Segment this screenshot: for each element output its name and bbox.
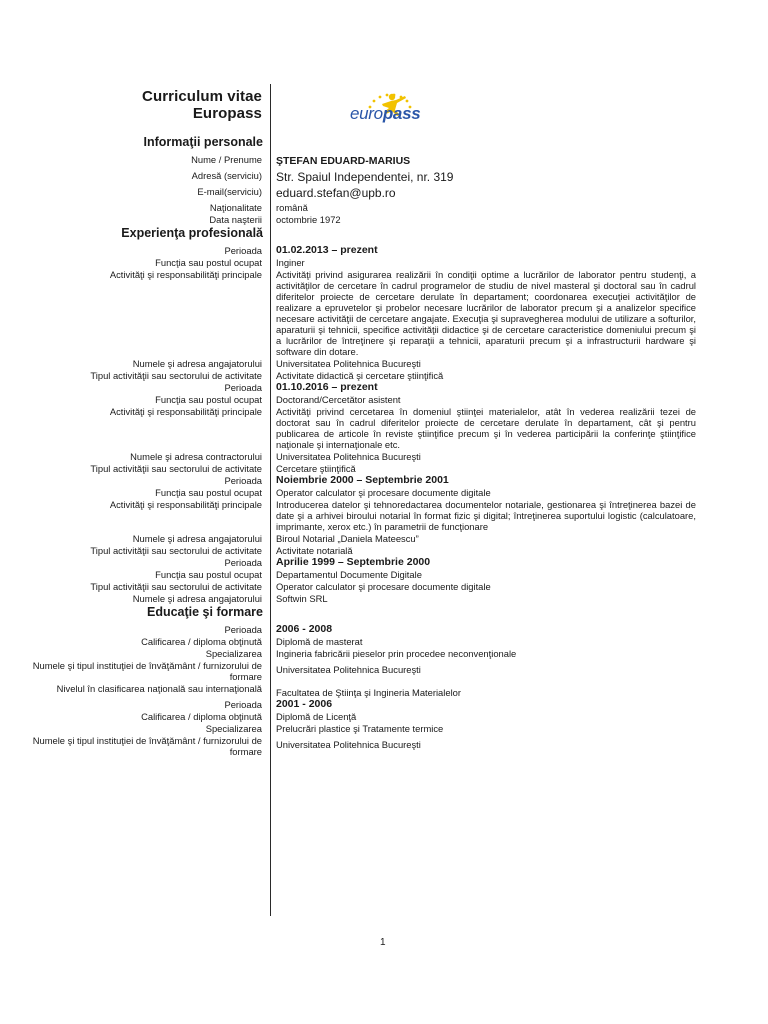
- page-number: 1: [380, 937, 386, 948]
- row-label: Tipul activităţii sau sectorului de activitate: [90, 370, 262, 381]
- cv-row: [0, 185, 768, 201]
- row-value: Departamentul Documente Digitale: [276, 569, 422, 580]
- row-value: Activitate didactică şi cercetare ştiinţifică: [276, 370, 444, 381]
- row-label: Nivelul în clasificarea naţională sau internaţională: [56, 683, 262, 694]
- row-value: Aprilie 1999 – Septembrie 2000: [276, 556, 431, 568]
- cv-row: [0, 623, 768, 635]
- row-value: Universitatea Politehnica Bucureşti: [276, 358, 421, 369]
- cv-title-line2: Europass: [192, 105, 262, 122]
- row-value: Ingineria fabricării pieselor prin procedee neconvenţionale: [276, 648, 517, 659]
- logo-prefix: euro: [350, 104, 383, 123]
- row-label: Numele şi adresa angajatorului: [132, 358, 262, 369]
- row-label: Funcţia sau postul ocupat: [155, 257, 262, 268]
- cv-row: [0, 568, 768, 580]
- section-title: Informaţii personale: [143, 135, 263, 149]
- cv-row: [0, 256, 768, 268]
- cv-row: [0, 659, 768, 682]
- cv-row: [0, 462, 768, 474]
- row-value: Activitate notarială: [276, 545, 353, 556]
- cv-row: [0, 393, 768, 405]
- row-label: Naţionalitate: [209, 202, 262, 213]
- row-value: Operator calculator şi procesare documente digitale: [276, 581, 491, 592]
- row-value: română: [276, 202, 308, 213]
- row-label: Perioada: [224, 557, 262, 568]
- row-label: Tipul activităţii sau sectorului de activitate: [90, 581, 262, 592]
- row-value: Diplomă de Licenţă: [276, 711, 357, 722]
- row-value: eduard.stefan@upb.ro: [276, 186, 396, 200]
- row-value: Noiembrie 2000 – Septembrie 2001: [276, 474, 449, 486]
- row-value: 01.02.2013 – prezent: [276, 244, 378, 256]
- row-label: E-mail(serviciu): [197, 186, 262, 197]
- row-label: Numele şi tipul instituţiei de învăţământ / furnizorului de formare: [32, 735, 262, 757]
- row-value: 01.10.2016 – prezent: [276, 381, 378, 393]
- row-label: Tipul activităţii sau sectorului de activitate: [90, 545, 262, 556]
- cv-row: [0, 213, 768, 225]
- row-value: Biroul Notarial „Daniela Mateescu”: [276, 533, 419, 544]
- cv-row: [0, 381, 768, 393]
- cv-row: [0, 450, 768, 462]
- row-label: Funcţia sau postul ocupat: [155, 394, 262, 405]
- cv-row: [0, 474, 768, 486]
- cv-row: [0, 682, 768, 698]
- row-value: Universitatea Politehnica Bucureşti: [276, 451, 421, 462]
- row-value: 2006 - 2008: [276, 623, 333, 635]
- row-value: Diplomă de masterat: [276, 636, 363, 647]
- cv-title: [100, 88, 262, 122]
- row-label: Numele şi adresa angajatorului: [132, 533, 262, 544]
- cv-row: [0, 153, 768, 169]
- cv-row: [0, 369, 768, 381]
- row-value: ŞTEFAN EDUARD-MARIUS: [276, 155, 411, 167]
- row-label: Perioada: [224, 699, 262, 710]
- row-label: Perioada: [224, 245, 262, 256]
- cv-row: [0, 498, 768, 532]
- row-label: Specializarea: [205, 723, 262, 734]
- europass-logo: [350, 88, 460, 132]
- row-label: Perioada: [224, 382, 262, 393]
- section-heading: [0, 604, 768, 623]
- row-label: Tipul activităţii sau sectorului de activitate: [90, 463, 262, 474]
- row-value: Str. Spaiul Independentei, nr. 319: [276, 170, 454, 184]
- row-label: Numele şi adresa contractorului: [130, 451, 262, 462]
- row-value: octombrie 1972: [276, 214, 341, 225]
- cv-row: [0, 710, 768, 722]
- section-heading: [0, 134, 768, 153]
- row-label: Calificarea / diploma obţinută: [141, 636, 262, 647]
- cv-row: [0, 357, 768, 369]
- row-label: Funcţia sau postul ocupat: [155, 569, 262, 580]
- section-heading: [0, 225, 768, 244]
- cv-row: [0, 544, 768, 556]
- cv-row: [0, 734, 768, 757]
- cv-row: [0, 405, 768, 450]
- row-value: Doctorand/Cercetător asistent: [276, 394, 401, 405]
- row-label: Perioada: [224, 475, 262, 486]
- row-label: Nume / Prenume: [191, 154, 262, 165]
- row-label: Data naşterii: [209, 214, 262, 225]
- cv-row: [0, 268, 768, 357]
- row-value: Activităţi privind asigurarea realizării în condiţii optime a lucrărilor de laborator pentru studenţi, a activităţilor de cercetare în cadrul programelor de studiu de nivel masteral şi doctoral sau în cadrul diferitelor proiecte de cercetare derulate în departament; coordonarea execuţiei activităţilor de realizare a epruvetelor şi probelor necesare lucrărilor de laborator precum şi a analizelor specifice necesare activităţii de cercetare angajate. Execuţia şi supravegherea modului de utilizare a softurilor, aparaturii şi tehnicii, specifice activităţii didactice şi de cercetare caracteristice domeniului precum şi a lucrărilor de întreţinere şi reparaţii a tehnicii, aparaturii precum şi a infrastructurii hardware şi software din dotare.: [276, 269, 696, 357]
- row-value: Universitatea Politehnica Bucureşti: [276, 739, 421, 750]
- row-label: Calificarea / diploma obţinută: [141, 711, 262, 722]
- row-label: Activităţi şi responsabilităţi principale: [109, 269, 262, 280]
- section-title: Experienţa profesională: [121, 226, 263, 240]
- section-title: Educaţie şi formare: [146, 605, 263, 619]
- row-label: Adresă (serviciu): [191, 170, 262, 181]
- cv-row: [0, 698, 768, 710]
- row-label: Funcţia sau postul ocupat: [155, 487, 262, 498]
- row-value: Prelucrări plastice şi Tratamente termice: [276, 723, 444, 734]
- row-label: Activităţi şi responsabilităţi principale: [109, 499, 262, 510]
- row-value: Cercetare ştiinţifică: [276, 463, 356, 474]
- row-value: Universitatea Politehnica Bucureşti: [276, 664, 421, 675]
- logo-suffix: pass: [382, 104, 421, 123]
- cv-row: [0, 532, 768, 544]
- cv-row: [0, 647, 768, 659]
- cv-row: [0, 201, 768, 213]
- row-label: Numele şi tipul instituţiei de învăţământ / furnizorului de formare: [32, 660, 262, 682]
- cv-content: [0, 134, 768, 757]
- cv-title-line1: Curriculum vitae: [142, 88, 262, 105]
- cv-row: [0, 722, 768, 734]
- cv-row: [0, 592, 768, 604]
- row-value: Introducerea datelor şi tehnoredactarea documentelor notariale, gestionarea şi întreţinerea bazei de date şi a arhivei biroului notarial în format fizic şi digital; întreţinerea suportului logistic (calculatoare, imprimante, xerox etc.) în parametrii de funcţionare: [276, 499, 696, 532]
- row-value: Inginer: [276, 257, 305, 268]
- row-label: Specializarea: [205, 648, 262, 659]
- row-label: Activităţi şi responsabilităţi principale: [109, 406, 262, 417]
- europass-logo-text: [350, 104, 420, 124]
- cv-row: [0, 580, 768, 592]
- row-value: Activităţi privind cercetarea în domeniul ştiinţei materialelor, atât în vederea realizării tezei de doctorat sau în cadrul diferitelor proiecte de cercetare derulate în departament, cât şi pentru publicarea de articole în reviste ştiinţifice precum şi în vederea participării la conferinţe ştiinţifice naţionale şi internaţionale etc.: [276, 406, 696, 450]
- row-value: Softwin SRL: [276, 593, 328, 604]
- cv-row: [0, 635, 768, 647]
- cv-row: [0, 244, 768, 256]
- row-value: Facultatea de Ştiinţa şi Ingineria Materialelor: [276, 687, 461, 698]
- cv-row: [0, 556, 768, 568]
- row-value: Operator calculator şi procesare documente digitale: [276, 487, 491, 498]
- cv-row: [0, 486, 768, 498]
- row-label: Perioada: [224, 624, 262, 635]
- row-label: Numele şi adresa angajatorului: [132, 593, 262, 604]
- cv-row: [0, 169, 768, 185]
- row-value: 2001 - 2006: [276, 698, 333, 710]
